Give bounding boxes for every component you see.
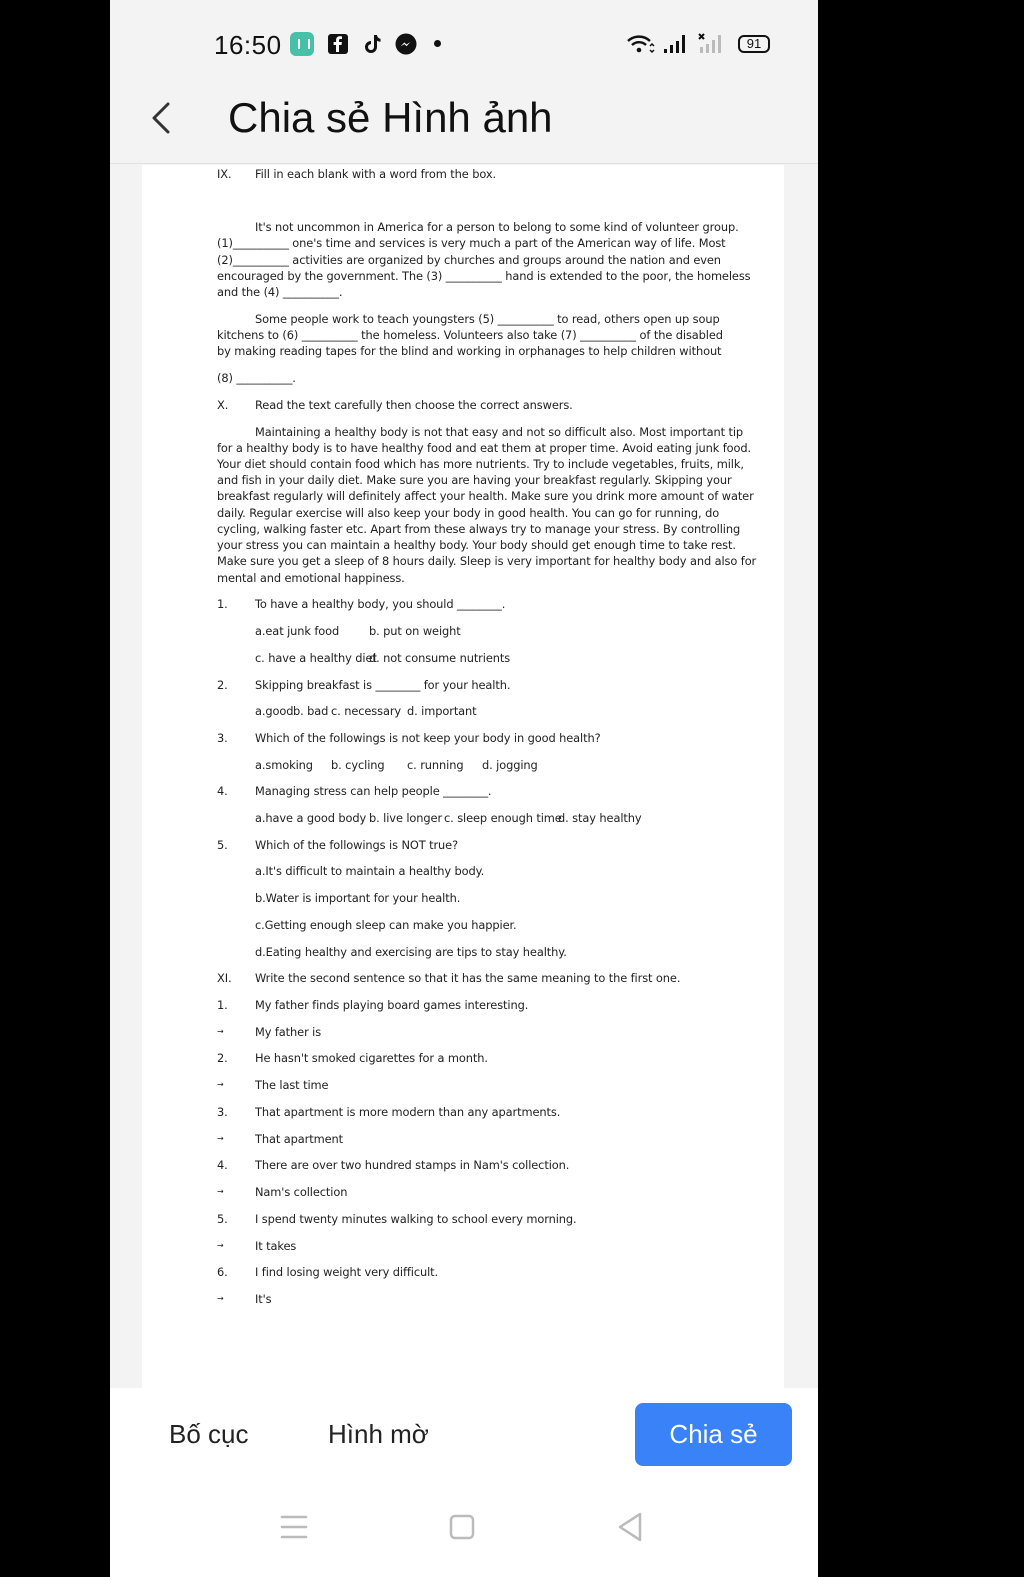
exercise-sentence: That apartment is more modern than any apartments.	[255, 1105, 561, 1119]
exercise-sentence: My father finds playing board games interesting.	[255, 998, 529, 1012]
answer-option: c. have a healthy diet	[255, 651, 377, 665]
paragraph-line: and the (4) __________.	[217, 285, 343, 299]
section-title: Write the second sentence so that it has the same meaning to the first one.	[255, 971, 681, 985]
exercise-start: The last time	[255, 1078, 329, 1092]
exercise-number: 2.	[217, 1051, 228, 1065]
paragraph-line: Maintaining a healthy body is not that easy and not so difficult also. Most important tip	[255, 425, 744, 439]
more-notifications-dot	[434, 40, 441, 47]
exercise-number: 6.	[217, 1265, 228, 1279]
share-button[interactable]: Chia sẻ	[635, 1403, 792, 1466]
question-text: Which of the followings is not keep your body in good health?	[255, 731, 601, 745]
back-triangle-icon[interactable]	[608, 1505, 652, 1549]
exercise-number: 3.	[217, 1105, 228, 1119]
exercise-start: It's	[255, 1292, 272, 1306]
question-number: 5.	[217, 838, 228, 852]
paragraph-line: and fish in your daily diet. Make sure you are having your breakfast regularly. Skipping your	[217, 473, 732, 487]
answer-option: c. necessary	[331, 704, 402, 718]
answer-option: c. sleep enough time	[444, 811, 562, 825]
answer-option: d. jogging	[482, 758, 538, 772]
answer-option: b. live longer	[369, 811, 443, 825]
menu-icon[interactable]	[272, 1505, 316, 1549]
exercise-start: Nam's collection	[255, 1185, 348, 1199]
paragraph-line: Some people work to teach youngsters (5) __________ to read, others open up soup	[255, 312, 720, 326]
arrow-icon: →	[217, 1080, 224, 1089]
arrow-icon: →	[217, 1187, 224, 1196]
answer-option: a.eat junk food	[255, 624, 340, 638]
signal-no-service-icon	[698, 32, 728, 56]
question-text: To have a healthy body, you should ________.	[255, 597, 506, 611]
paragraph-line: Make sure you get a sleep of 8 hours daily. Sleep is very important for healthy body and also for	[217, 554, 757, 568]
paragraph-line: (1)__________ one's time and services is very much a part of the American way of life. Most	[217, 236, 726, 250]
question-number: 3.	[217, 731, 228, 745]
wifi-icon	[626, 32, 656, 56]
page-title: Chia sẻ Hình ảnh	[228, 94, 553, 141]
paragraph-line: by making reading tapes for the blind and working in orphanages to help children without	[217, 344, 722, 358]
paragraph-line: your stress you can maintain a healthy body. Your body should get enough time to take rest.	[217, 538, 736, 552]
answer-option: b. put on weight	[369, 624, 461, 638]
section-number: XI.	[217, 971, 232, 985]
arrow-icon: →	[217, 1027, 224, 1036]
phone-screen	[110, 0, 818, 1577]
answer-option: a.good	[255, 704, 294, 718]
arrow-icon: →	[217, 1241, 224, 1250]
answer-option: c. running	[407, 758, 464, 772]
question-number: 4.	[217, 784, 228, 798]
battery-indicator: 91	[738, 35, 770, 53]
signal-icon	[662, 32, 692, 56]
paragraph-line: Your diet should contain food which has more nutrients. Try to include vegetables, fruits, milk,	[217, 457, 744, 471]
answer-option: a.smoking	[255, 758, 313, 772]
section-number: X.	[217, 398, 229, 412]
app-notification-icon	[290, 32, 314, 56]
watermark-button[interactable]: Hình mờ	[328, 1419, 429, 1449]
answer-option: b. cycling	[331, 758, 385, 772]
section-number: IX.	[217, 167, 232, 181]
answer-option: d.Eating healthy and exercising are tips to stay healthy.	[255, 945, 567, 959]
exercise-number: 5.	[217, 1212, 228, 1226]
question-text: Which of the followings is NOT true?	[255, 838, 459, 852]
question-text: Skipping breakfast is ________ for your health.	[255, 678, 511, 692]
exercise-sentence: He hasn't smoked cigarettes for a month.	[255, 1051, 488, 1065]
tiktok-icon	[360, 32, 384, 56]
answer-option: b. bad	[293, 704, 329, 718]
answer-option: d. important	[407, 704, 477, 718]
arrow-icon: →	[217, 1134, 224, 1143]
chevron-left-icon	[154, 104, 168, 132]
exercise-start: That apartment	[255, 1132, 343, 1146]
section-title: Fill in each blank with a word from the box.	[255, 167, 497, 181]
arrow-icon: →	[217, 1294, 224, 1303]
clock: 16:50	[214, 30, 282, 60]
paragraph-line: kitchens to (6) __________ the homeless. Volunteers also take (7) __________ of the disabled	[217, 328, 723, 342]
paragraph-line: for a healthy body is to have healthy food and eat them at proper time. Avoid eating junk food.	[217, 441, 752, 455]
answer-option: d. stay healthy	[558, 811, 642, 825]
paragraph-line: (2)__________ activities are organized by churches and groups around the nation and even	[217, 253, 721, 267]
paragraph-line: breakfast regularly will definitely affect your health. Make sure you drink more amount of water	[217, 489, 754, 503]
answer-option: a.It's difficult to maintain a healthy body.	[255, 864, 485, 878]
exercise-sentence: I find losing weight very difficult.	[255, 1265, 439, 1279]
paragraph-line: It's not uncommon in America for a person to belong to some kind of volunteer group.	[255, 220, 739, 234]
status-bar	[110, 0, 818, 88]
back-button[interactable]	[144, 98, 184, 138]
paragraph-line: mental and emotional happiness.	[217, 571, 405, 585]
answer-option: b.Water is important for your health.	[255, 891, 461, 905]
bottom-action-bar	[110, 1388, 818, 1577]
exercise-number: 4.	[217, 1158, 228, 1172]
question-text: Managing stress can help people ________.	[255, 784, 492, 798]
home-square-icon[interactable]	[440, 1505, 484, 1549]
paragraph-line: (8) __________.	[217, 371, 296, 385]
question-number: 2.	[217, 678, 228, 692]
paragraph-line: encouraged by the government. The (3) __________ hand is extended to the poor, the homeless	[217, 269, 751, 283]
facebook-icon	[326, 32, 350, 56]
exercise-sentence: I spend twenty minutes walking to school every morning.	[255, 1212, 577, 1226]
exercise-start: My father is	[255, 1025, 322, 1039]
shared-image-preview	[142, 165, 784, 1388]
section-title: Read the text carefully then choose the correct answers.	[255, 398, 573, 412]
question-number: 1.	[217, 597, 228, 611]
messenger-icon	[394, 32, 418, 56]
exercise-number: 1.	[217, 998, 228, 1012]
answer-option: c.Getting enough sleep can make you happier.	[255, 918, 517, 932]
paragraph-line: cycling, walking faster etc. Apart from these always try to manage your stress. By controlling	[217, 522, 741, 536]
paragraph-line: daily. Regular exercise will also keep your body in good health. You can go for running, do	[217, 506, 720, 520]
answer-option: d. not consume nutrients	[369, 651, 511, 665]
exercise-start: It takes	[255, 1239, 297, 1253]
exercise-sentence: There are over two hundred stamps in Nam's collection.	[255, 1158, 570, 1172]
app-header	[110, 88, 818, 164]
layout-button[interactable]: Bố cục	[169, 1419, 249, 1449]
answer-option: a.have a good body	[255, 811, 367, 825]
system-nav-bar	[110, 1505, 818, 1555]
